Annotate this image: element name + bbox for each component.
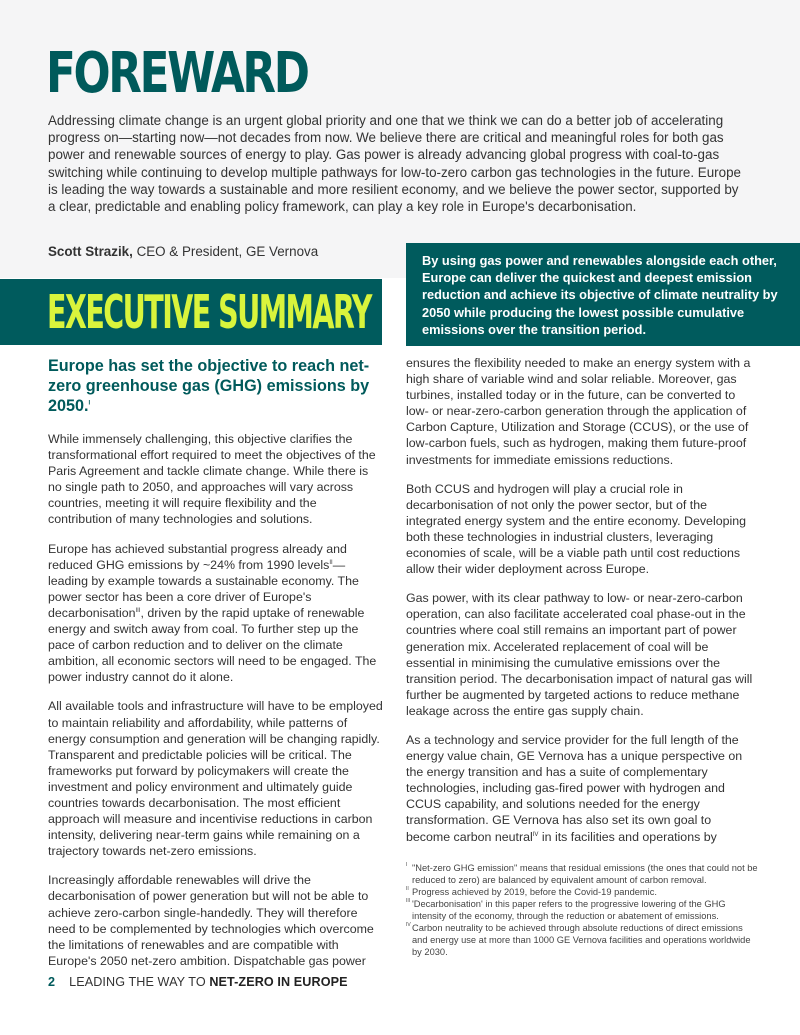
paragraph: All available tools and infrastructure will have to be employed to maintain reliability and affordability, while patterns of energy consumption and generation will be changing rapidly. Transparent and predictable policies will be critical. The frameworks put forward by policymakers will create the investment and policy environment and ultimately guide countries towards decarbonisation. The most efficient approach will measure and incentivise reductions in carbon intensity, delivering near-term gains while remaining on a trajectory towards net-zero emissions. bbox=[48, 699, 383, 859]
paragraph bbox=[48, 541, 384, 686]
footnote-text: "Net-zero GHG emission" means that residual emissions (the ones that could not be reduced to zero) are balanced by equivalent amount of carbon removal. bbox=[412, 863, 758, 885]
executive-summary-title: EXECUTIVE SUMMARY bbox=[47, 285, 371, 339]
footer-bold-text: NET-ZERO IN EUROPE bbox=[209, 975, 348, 989]
footer-text: LEADING THE WAY TO bbox=[69, 975, 210, 989]
left-column bbox=[48, 356, 384, 982]
paragraph-text: As a technology and service provider for the full length of the energy value chain, GE Vernova has a unique perspective on the energy transition and has a suite of complementary technologies, including gas-fired power with hydrogen and CCUS capability, and solutions needed for the energy transformation. GE Vernova has also set its own goal to become carbon neutral bbox=[406, 732, 743, 844]
right-column bbox=[406, 355, 758, 858]
footnote-ref: II bbox=[329, 559, 333, 566]
foreward-body: Addressing climate change is an urgent global priority and one that we think we can do a better job of accelerating progress on—starting now—not decades from now. We believe there are critical and meaningful roles for both gas power and renewable sources of energy to play. Gas power is already advancing global progress with coal-to-gas switching while continuing to develop multiple pathways for low-to-zero carbon gas technologies in the future. Europe is leading the way towards a sustainable and more resilient economy, and we believe the power sector, supported by a clear, predictable and enabling policy framework, can play a key role in Europe's decarbonisation. bbox=[48, 113, 741, 215]
footnote-text: Carbon neutrality to be achieved through absolute reductions of direct emissions and energy use at more than 1000 GE Vernova facilities and operations worldwide by 2030. bbox=[412, 923, 751, 957]
paragraph: While immensely challenging, this objective clarifies the transformational effort required to meet the objectives of the Paris Agreement and tackle climate change. While there is no single path to 2050, and approaches will vary across countries, meeting it will require flexibility and the contribution of many technologies and solutions. bbox=[48, 432, 376, 527]
page-footer bbox=[48, 975, 348, 989]
author-name: Scott Strazik, bbox=[48, 244, 133, 259]
subheading-text: Europe has set the objective to reach net-zero greenhouse gas (GHG) emissions by 2050. bbox=[48, 357, 370, 415]
signature bbox=[48, 243, 388, 260]
footnote-ref: IV bbox=[532, 831, 539, 838]
foreward-title: FOREWARD bbox=[46, 41, 308, 106]
footnote-text: Progress achieved by 2019, before the Covid-19 pandemic. bbox=[412, 887, 657, 897]
paragraph: Gas power, with its clear pathway to low- or near-zero-carbon operation, can also facilitate accelerated coal phase-out in the countries where coal still remains an important part of power generation mix. Accelerated replacement of coal will be essential in minimising the cumulative emissions over the transition period. The decarbonisation impact of natural gas will further be augmented by targeted actions to reduce methane leakage across the entire gas supply chain. bbox=[406, 591, 753, 718]
footnote-ref: III bbox=[135, 607, 141, 614]
footnote: IV Carbon neutrality to be achieved through absolute reductions of direct emissions and energy use at more than 1000 GE Vernova facilities and operations worldwide by 2030. bbox=[406, 922, 751, 957]
paragraph: Both CCUS and hydrogen will play a crucial role in decarbonisation of not only the power sector, but of the integrated energy system and the entire economy. Developing both these technologies in industrial clusters, leveraging economies of scale, will be a viable path until cost reductions allow their wider deployment across Europe. bbox=[406, 481, 747, 577]
footnote: II Progress achieved by 2019, before the Covid-19 pandemic. bbox=[406, 886, 657, 897]
footnotes bbox=[406, 862, 758, 958]
paragraph bbox=[406, 732, 758, 845]
paragraph: Increasingly affordable renewables will drive the decarbonisation of power generation but will not be able to achieve zero-carbon single-handedly. They will therefore need to be complemented by technologies which overcome the limitations of renewables and are compatible with Europe's 2050 net-zero ambition. Dispatchable gas power bbox=[48, 873, 374, 968]
footnote: I "Net-zero GHG emission" means that residual emissions (the ones that could not be reduced to zero) are balanced by equivalent amount of carbon removal. bbox=[406, 862, 758, 885]
paragraph-text: Europe has achieved substantial progress already and reduced GHG emissions by ~24% from 1990 levels bbox=[48, 541, 347, 572]
paragraph-text: —leading by example towards a sustainable economy. The power sector has been a core driver of Europe's decarbonisation bbox=[48, 557, 359, 620]
page-number: 2 bbox=[48, 975, 56, 989]
paragraph-text: , driven by the rapid uptake of renewable energy and switch away from coal. To further step up the pace of carbon reduction and to deliver on the climate ambition, all economic sectors will need to be engaged. The power industry cannot do it alone. bbox=[48, 605, 377, 685]
footnote: III 'Decarbonisation' in this paper refers to the progressive lowering of the GHG intensity of the economy, through the reduction or abatement of emissions. bbox=[406, 898, 726, 921]
author-role: CEO & President, GE Vernova bbox=[132, 244, 319, 259]
pull-quote bbox=[406, 243, 800, 346]
paragraph-text: in its facilities and operations by bbox=[538, 829, 717, 844]
section-subheading bbox=[48, 356, 384, 416]
footnote-ref: I bbox=[88, 400, 91, 407]
paragraph: ensures the flexibility needed to make an energy system with a high share of variable wind and solar reliable. Moreover, gas turbines, installed today or in the future, can be converted to low- or near-zero-carbon generation through the application of Carbon Capture, Utilization and Storage (CCUS), or the use of low-carbon fuels, such as hydrogen, making them future-proof investments for immediate emissions reductions. bbox=[406, 356, 751, 467]
pull-quote-text: By using gas power and renewables alongside each other, Europe can deliver the quickest and deepest emission reduction and achieve its objective of climate neutrality by 2050 while producing the lowest possible cumulative emissions over the transition period. bbox=[422, 253, 778, 337]
footnote-text: 'Decarbonisation' in this paper refers to the progressive lowering of the GHG intensity of the economy, through the reduction or abatement of emissions. bbox=[412, 899, 726, 921]
